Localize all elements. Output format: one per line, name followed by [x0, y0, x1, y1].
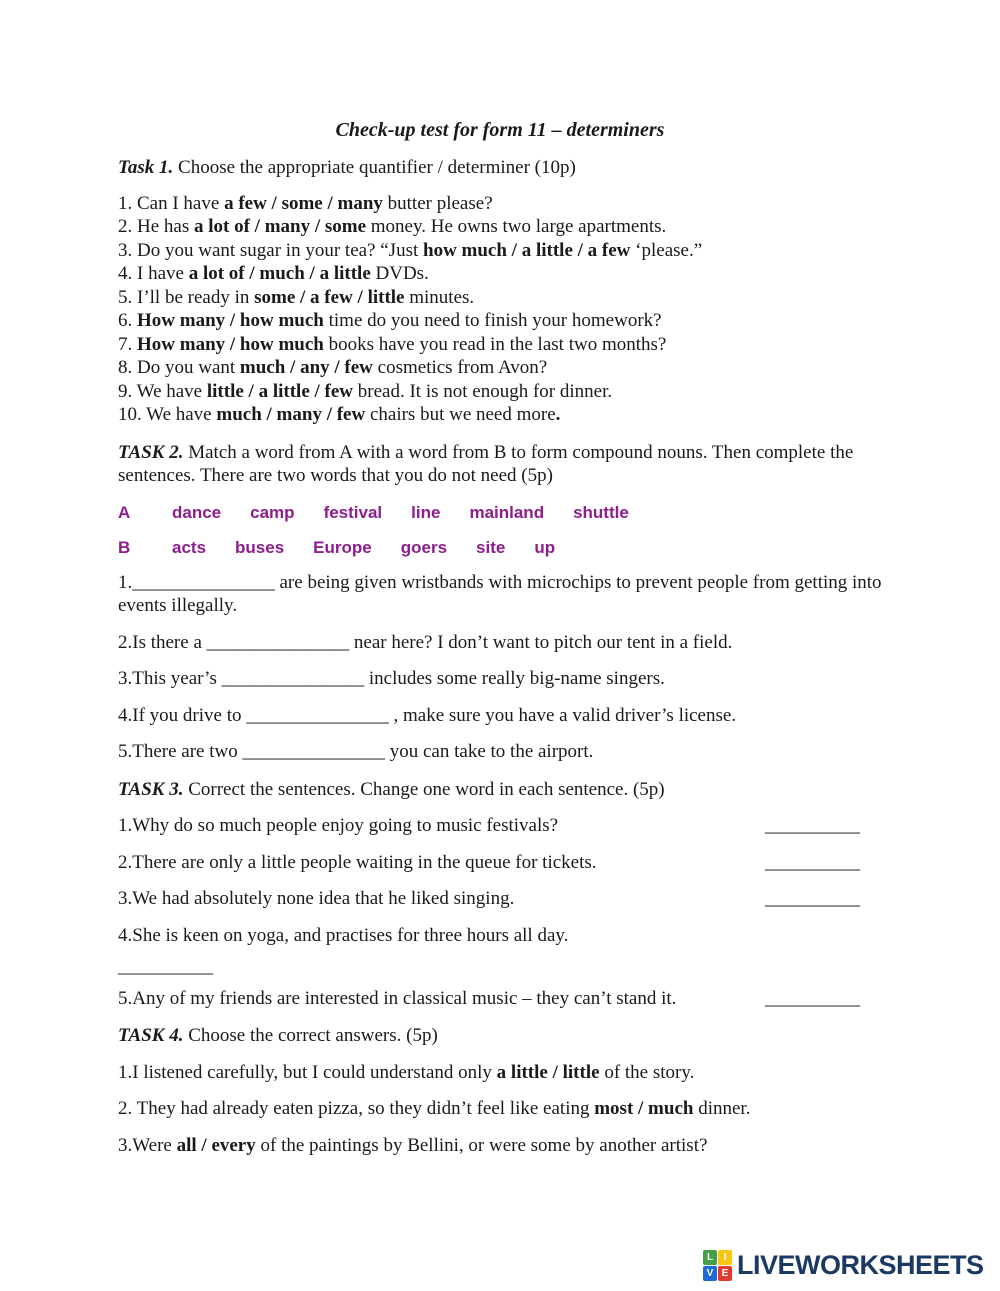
task1-item-9: 9. We have little / a little / few bread. It is not enough for dinner.: [118, 380, 613, 402]
liveworksheets-brand-text: LIVEWORKSHEETS: [737, 1250, 984, 1280]
task1-item-3: 3. Do you want sugar in your tea? “Just how much / a little / a few ‘please.”: [118, 239, 703, 261]
sentence-text: 3.We had absolutely none idea that he liked singing.: [118, 888, 515, 909]
sentence-text: 4.If you drive to: [118, 704, 247, 726]
task1-list: [118, 192, 882, 427]
task1-item-1: 1. Can I have a few / some / many butter please?: [118, 192, 493, 214]
sentence-text: 1.Why do so much people enjoy going to music festivals?: [118, 815, 559, 836]
sentence-text: , make sure you have a valid driver’s license.: [388, 704, 737, 726]
task3-item-1: [118, 814, 882, 838]
word-bank-word: acts: [172, 537, 207, 557]
task2-item-5: [118, 740, 882, 764]
logo-letter-l: L: [703, 1250, 717, 1265]
word-bank-word: shuttle: [573, 502, 629, 522]
fill-in-blank[interactable]: _______________: [132, 571, 275, 593]
task2-item-1: [118, 571, 887, 618]
word-bank-word: site: [476, 537, 506, 557]
task4-instruction: Choose the correct answers. (5p): [183, 1025, 438, 1046]
task3-item-4-blank[interactable]: __________: [118, 956, 213, 977]
worksheet-title: Check-up test for form 11 – determiners: [335, 119, 665, 141]
task4-item-3: 3.Were all / every of the paintings by Bellini, or were some by another artist?: [118, 1134, 708, 1156]
logo-letter-e: E: [718, 1266, 732, 1281]
sentence-text: near here? I don’t want to pitch our tent in a field.: [349, 631, 733, 653]
task1-item-6: 6. How many / how much time do you need to finish your homework?: [118, 310, 662, 331]
task2-item-2: [118, 631, 882, 655]
logo-letter-v: V: [703, 1266, 717, 1281]
task1-item-4: 4. I have a lot of / much / a little DVDs.: [118, 263, 429, 284]
task2-item-4: [118, 704, 882, 728]
task1-instruction: Choose the appropriate quantifier / determiner (10p): [173, 157, 576, 178]
logo-letter-i: I: [718, 1250, 732, 1265]
task2-label: TASK 2.: [118, 441, 184, 463]
answer-blank[interactable]: __________: [765, 888, 860, 909]
task3-item-5: [118, 987, 882, 1011]
word-bank-word: Europe: [313, 537, 372, 557]
task1-label: Task 1.: [118, 157, 174, 178]
row-b-label: B: [118, 537, 131, 557]
answer-blank[interactable]: __________: [765, 987, 860, 1009]
task3-item-4: [118, 924, 882, 948]
sentence-text: includes some really big-name singers.: [364, 668, 665, 689]
task2-item-3: [118, 667, 882, 691]
sentence-text: are being given wristbands with microchips to prevent people from getting into events illegally.: [118, 571, 887, 616]
liveworksheets-icon: [703, 1250, 732, 1281]
sentence-text: 2.Is there a: [118, 631, 207, 653]
word-bank-word: goers: [400, 537, 448, 557]
task2-instruction: Match a word from A with a word from B to form compound nouns. Then complete the sentences. There are two words that you do not need (5p): [118, 441, 859, 486]
task2-heading: [118, 441, 882, 488]
sentence-text: you can take to the airport.: [385, 741, 594, 762]
word-bank-word: festival: [323, 502, 383, 522]
fill-in-blank[interactable]: _______________: [221, 668, 365, 689]
word-bank-word: mainland: [469, 502, 545, 522]
sentence-text: 2.There are only a little people waiting in the queue for tickets.: [118, 851, 597, 873]
task1-item-5: 5. I’ll be ready in some / a few / little minutes.: [118, 286, 475, 308]
answer-blank[interactable]: __________: [765, 815, 860, 836]
word-bank-word: buses: [235, 537, 285, 557]
liveworksheets-logo[interactable]: [703, 1250, 984, 1281]
task4-heading: [118, 1024, 882, 1048]
word-bank-word: dance: [172, 502, 222, 522]
word-bank-row-a: [118, 502, 882, 523]
task3-item-3: [118, 887, 882, 911]
answer-blank[interactable]: __________: [765, 851, 860, 873]
task1-item-2: 2. He has a lot of / many / some money. He owns two large apartments.: [118, 216, 667, 237]
task1-item-7: 7. How many / how much books have you read in the last two months?: [118, 333, 667, 355]
row-a-label: A: [118, 502, 131, 522]
task4-item-1: 1.I listened carefully, but I could understand only a little / little of the story.: [118, 1061, 695, 1083]
task3-label: TASK 3.: [118, 778, 184, 800]
sentence-text: 3.This year’s: [118, 668, 222, 689]
worksheet-content: [118, 118, 887, 1157]
task4-label: TASK 4.: [118, 1025, 184, 1046]
sentence-text: 1.: [118, 571, 133, 593]
fill-in-blank[interactable]: _______________: [246, 704, 389, 726]
task3-heading: [118, 778, 882, 802]
task1-item-10: 10. We have much / many / few chairs but we need more.: [118, 404, 561, 425]
task1-item-8: 8. Do you want much / any / few cosmetics from Avon?: [118, 357, 548, 378]
word-bank-word: camp: [250, 502, 295, 522]
task4-item-2: 2. They had already eaten pizza, so they didn’t feel like eating most / much dinner.: [118, 1098, 751, 1119]
fill-in-blank[interactable]: _______________: [242, 741, 385, 762]
fill-in-blank[interactable]: _______________: [206, 631, 350, 653]
task3-instruction: Correct the sentences. Change one word in each sentence. (5p): [183, 778, 665, 800]
task3-item-2: [118, 851, 882, 875]
sentence-text: 4.She is keen on yoga, and practises for three hours all day.: [118, 924, 569, 946]
word-bank-word: line: [411, 502, 441, 522]
sentence-text: 5.Any of my friends are interested in classical music – they can’t stand it.: [118, 987, 677, 1009]
word-bank-word: up: [534, 537, 556, 557]
task1-heading: [118, 156, 882, 180]
word-bank-row-b: [118, 537, 882, 558]
sentence-text: 5.There are two: [118, 741, 243, 762]
